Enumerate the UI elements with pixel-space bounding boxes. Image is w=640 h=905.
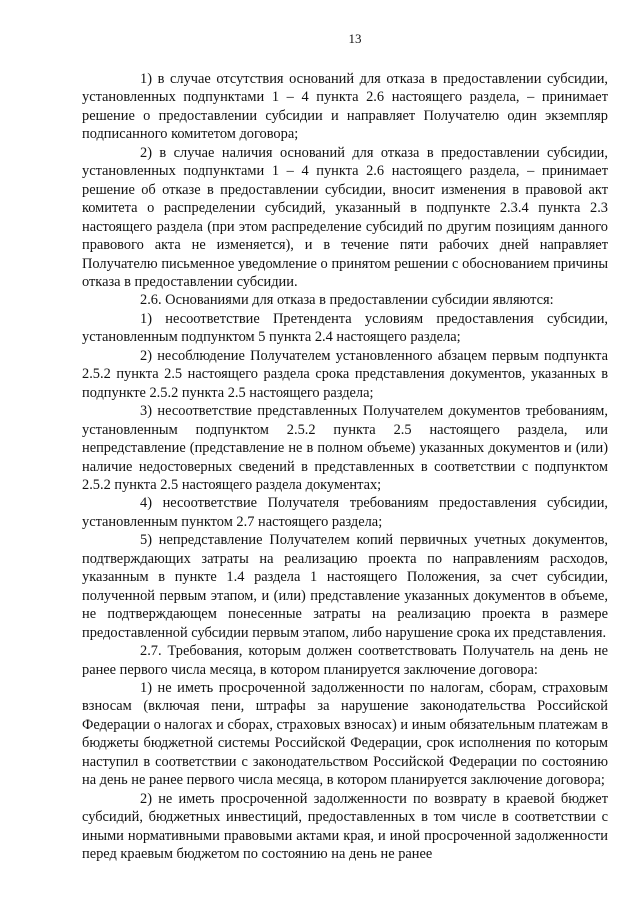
paragraph-2-refusal-decision: 2) в случае наличия оснований для отказа в предоставлении субсидии, установленных подпунктами 1 – 4 пункта 2.6 настоящего раздела, – принимает решение об отказе в предоставлении субсидии, вносит изменения в правовой акт комитета о распределении субсидий, указанный в подпункте 2.3.4 пункта 2.3 настоящего раздела (при этом распределение субсидий по другим позициям данного правового акта не изменяется), и в течение пяти рабочих дней направляет Получателю письменное уведомление о принятом решении с обоснованием причины отказа в предоставлении субсидии. — [82, 144, 608, 290]
document-body — [82, 70, 608, 863]
paragraph-section-2-6-heading: 2.6. Основаниями для отказа в предоставлении субсидии являются: — [140, 292, 554, 309]
paragraph-2-6-item-1: 1) несоответствие Претендента условиям предоставления субсидии, установленным подпунктом 5 пункта 2.4 настоящего раздела; — [82, 310, 608, 346]
page-number: 13 — [348, 31, 362, 46]
paragraph-2-7-item-2: 2) не иметь просроченной задолженности по возврату в краевой бюджет субсидий, бюджетных инвестиций, предоставленных в том числе в соответствии с иными нормативными правовыми актами края, и иной просроченной задолженности перед краевым бюджетом по состоянию на день не ранее — [82, 790, 608, 863]
paragraph-section-2-7-heading: 2.7. Требования, которым должен соответствовать Получатель на день не ранее первого числа месяца, в котором планируется заключение договора: — [82, 643, 608, 678]
paragraph-2-6-item-2: 2) несоблюдение Получателем установленного абзацем первым подпункта 2.5.2 пункта 2.5 настоящего раздела срока представления документов, указанных в подпункте 2.5.2 пункта 2.5 настоящего раздела; — [82, 347, 608, 401]
paragraph-2-6-item-5: 5) непредставление Получателем копий первичных учетных документов, подтверждающих затраты на реализацию проекта по направлениям расходов, указанным в пункте 1.4 раздела 1 настоящего Положения, за счет субсидии, полученной первым этапом, и (или) представление указанных документов в объеме, не подтверждающем понесенные затраты на реализацию проекта в размере предоставленной субсидии первым этапом, либо нарушение срока их представления. — [82, 532, 608, 641]
paragraph-1-positive-decision: 1) в случае отсутствия оснований для отказа в предоставлении субсидии, установленных подпунктами 1 – 4 пункта 2.6 настоящего раздела, – принимает решение о предоставлении субсидии и направляет Получателю один экземпляр подписанного комитетом договора; — [82, 71, 608, 143]
paragraph-2-7-item-1: 1) не иметь просроченной задолженности по налогам, сборам, страховым взносам (включая пени, штрафы за нарушение законодательства Российской Федерации о налогах и сборах, страховых взносах) и иным обязательным платежам в бюджеты бюджетной системы Российской Федерации, срок исполнения по которым наступил в соответствии с законодательством Российской Федерации по состоянию на день не ранее первого числа месяца, в котором планируется заключение договора; — [82, 679, 608, 789]
paragraph-2-6-item-3: 3) несоответствие представленных Получателем документов требованиям, установленным подпунктом 2.5.2 пункта 2.5 настоящего раздела, или непредставление (представление не в полном объеме) указанных документов и (или) наличие недостоверных сведений в представленных в соответствии с подпунктом 2.5.2 пункта 2.5 настоящего раздела документах; — [82, 403, 608, 493]
paragraph-2-6-item-4: 4) несоответствие Получателя требованиям предоставления субсидии, установленным пунктом 2.7 настоящего раздела; — [82, 495, 608, 530]
